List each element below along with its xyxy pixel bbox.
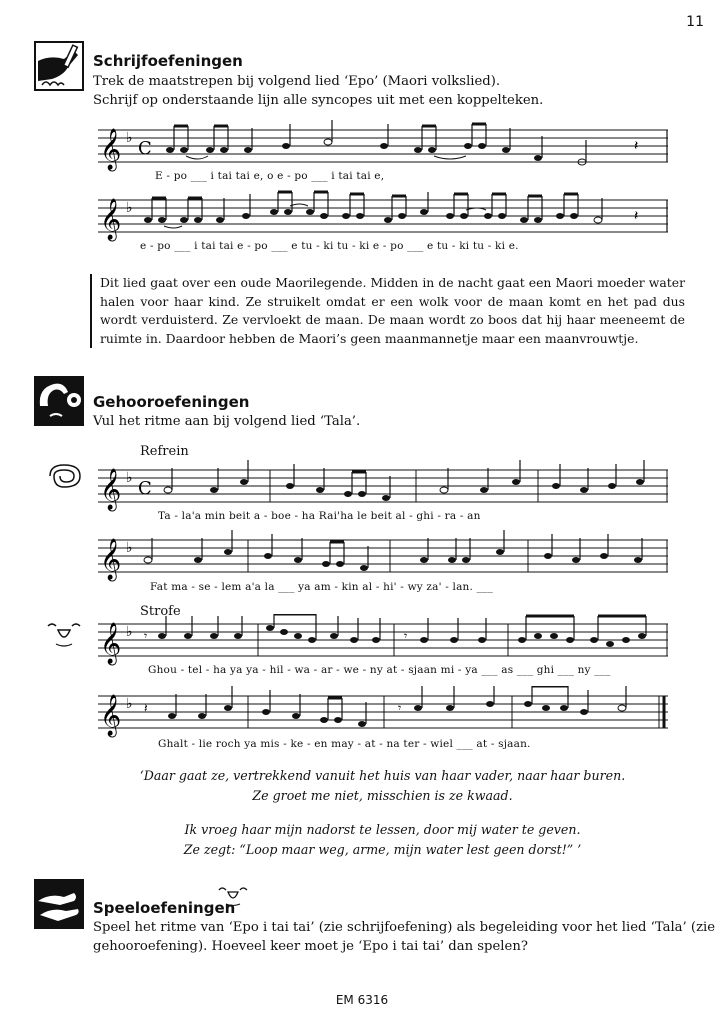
quote2-line1: Ik vroeg haar mijn nadorst te lessen, door mij water te geven. (184, 822, 581, 837)
translation-quote-2 (90, 820, 675, 860)
singing-face-icon (44, 618, 84, 652)
svg-text:♭: ♭ (126, 696, 133, 712)
playing-instruction-1: Speel het ritme van ‘Epo i tai tai’ (zie schrijfoefening) als begeleiding voor het lied ‘Tala’ (zie (93, 920, 716, 935)
page-number: 11 (686, 14, 704, 30)
svg-text:𝄾: 𝄾 (404, 629, 408, 643)
svg-text:♭: ♭ (126, 470, 133, 486)
playing-section-title: Speeloefeningen (93, 899, 236, 917)
footer-code: EM 6316 (335, 993, 389, 1007)
translation-quote-1 (90, 766, 675, 806)
svg-text:♭: ♭ (126, 540, 133, 556)
svg-text:♭: ♭ (126, 200, 133, 216)
writing-section-title: Schrijfoefeningen (93, 52, 243, 70)
quote1-line2: Ze groet me niet, misschien is ze kwaad. (252, 788, 513, 803)
staff1-lyrics: E - po ___ i tai tai e, o e - po ___ i tai tai e, (155, 170, 385, 182)
music-staff-epo-1 (98, 120, 668, 176)
quote2-line2: Ze zegt: “Loop maar weg, arme, mijn water lest geen dorst!” ’ (183, 842, 582, 857)
quote1-line1: ‘Daar gaat ze, vertrekkend vanuit het huis van haar vader, naar haar buren. (139, 768, 626, 783)
svg-text:𝄞: 𝄞 (100, 129, 122, 170)
svg-text:C: C (138, 138, 152, 159)
story-paragraph: Dit lied gaat over een oude Maorilegende. Midden in de nacht gaat een Maori moeder water halen voor haar kind. Ze struikelt omdat er een wolk voor de maan komt en het pad dus wordt verduisterd. Ze vervloekt de maan. De maan wordt zo boos dat hij haar meeneemt de ruimte in. Daardoor hebben de Maori’s geen maanmannetje maar een maanvrouwtje. (90, 274, 685, 348)
clapping-hands-icon (34, 879, 84, 929)
tala-lyrics-2: Fat ma - se - lem a'a la ___ ya am - kin al - hi' - wy za' - lan. ___ (150, 581, 493, 593)
music-staff-epo-2 (98, 190, 668, 246)
refrein-label: Refrein (140, 444, 189, 459)
svg-text:𝄾: 𝄾 (144, 629, 148, 643)
svg-text:♭: ♭ (126, 624, 133, 640)
tala-lyrics-1: Ta - la'a min beit a - boe - ha Rai'ha le beit al - ghi - ra - an (158, 510, 481, 522)
svg-text:♭: ♭ (126, 130, 133, 146)
staff2-lyrics: e - po ___ i tai tai e - po ___ e tu - ki tu - ki e - po ___ e tu - ki tu - ki e. (140, 240, 519, 252)
svg-text:𝄞: 𝄞 (100, 623, 122, 664)
listen-spiral-icon (46, 462, 84, 494)
singing-face-small-icon (216, 882, 250, 912)
svg-text:𝄞: 𝄞 (100, 539, 122, 580)
svg-text:𝄽: 𝄽 (634, 208, 639, 224)
writing-hand-icon (34, 41, 84, 91)
tala-lyrics-4: Ghalt - lie roch ya mis - ke - en may - at - na ter - wiel ___ at - sjaan. (158, 738, 531, 750)
svg-text:𝄽: 𝄽 (144, 701, 148, 715)
strofe-label: Strofe (140, 604, 181, 619)
svg-text:𝄞: 𝄞 (100, 199, 122, 240)
tala-lyrics-3: Ghou - tel - ha ya ya - hil - wa - ar - we - ny at - sjaan mi - ya ___ as ___ ghi ___ ny ___ (148, 664, 611, 676)
music-staff-tala-1 (98, 460, 668, 516)
writing-instruction-2: Schrijf op onderstaande lijn alle syncopes uit met een koppelteken. (93, 93, 544, 108)
svg-text:C: C (138, 478, 152, 499)
listening-instruction: Vul het ritme aan bij volgend lied ‘Tala’. (93, 414, 361, 429)
svg-text:𝄽: 𝄽 (634, 138, 639, 154)
listening-section-title: Gehooroefeningen (93, 393, 250, 411)
music-staff-tala-4 (98, 686, 668, 742)
listening-ear-icon (34, 376, 84, 426)
music-staff-tala-2 (98, 530, 668, 586)
writing-instruction-1: Trek de maatstrepen bij volgend lied ‘Epo’ (Maori volkslied). (93, 74, 501, 89)
music-staff-tala-3 (98, 614, 668, 670)
playing-instruction-2: gehooroefening). Hoeveel keer moet je ‘Epo i tai tai’ dan spelen? (93, 939, 528, 954)
svg-text:𝄞: 𝄞 (100, 695, 122, 736)
svg-text:𝄾: 𝄾 (398, 701, 402, 715)
svg-text:𝄞: 𝄞 (100, 469, 122, 510)
